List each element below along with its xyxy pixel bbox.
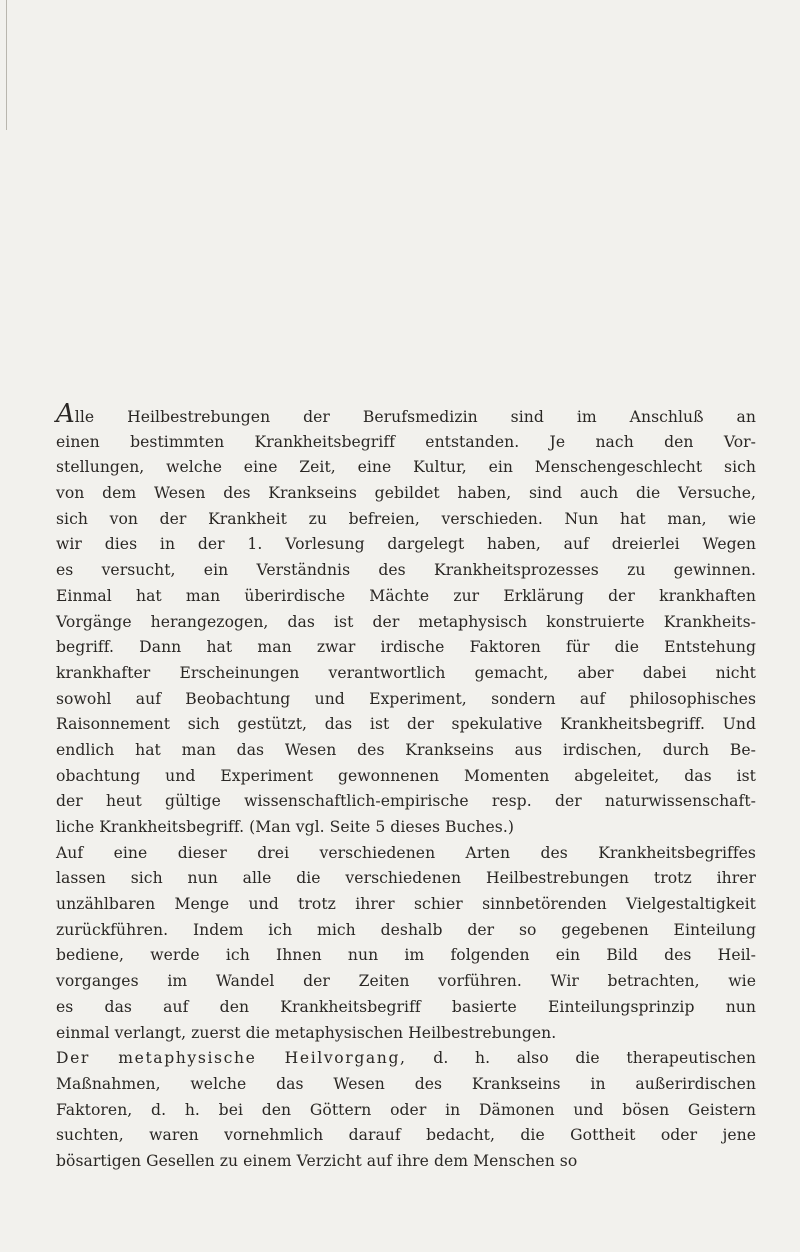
spaced-emphasis: Der metaphysische Heilvorgang,: [56, 1049, 407, 1068]
text-line: vorganges im Wandel der Zeiten vorführen. Wir betrachten, wie: [56, 972, 756, 991]
text-line: es das auf den Krankheitsbegriff basierte Einteilungsprinzip nun: [56, 997, 756, 1016]
text-line: der heut gültige wissenschaftlich-empirische resp. der naturwissenschaft-: [56, 792, 756, 811]
text-line: unzählbaren Menge und trotz ihrer schier sinnbetörenden Vielgestaltigkeit: [56, 895, 756, 914]
initial-letter: A: [56, 399, 75, 429]
text-line: bediene, werde ich Ihnen nun im folgenden ein Bild des Heil-: [56, 946, 756, 965]
text-line: Einmal hat man überirdische Mächte zur Erklärung der krankhaften: [56, 586, 756, 605]
text-line: lassen sich nun alle die verschiedenen Heilbestrebungen trotz ihrer: [56, 869, 756, 888]
text-line: Raisonnement sich gestützt, das ist der spekulative Krankheitsbegriff. Und: [56, 715, 756, 734]
text-line: endlich hat man das Wesen des Krankseins aus irdischen, durch Be-: [56, 740, 756, 759]
text-line: Faktoren, d. h. bei den Göttern oder in Dämonen und bösen Geistern: [56, 1100, 756, 1119]
text-line: Alle Heilbestrebungen der Berufsmedizin sind im Anschluß an: [56, 399, 756, 429]
text-line: es versucht, ein Verständnis des Krankheitsprozesses zu gewinnen.: [56, 561, 756, 580]
text-line: suchten, waren vornehmlich darauf bedacht, die Gottheit oder jene: [56, 1126, 756, 1145]
text-line: begriff. Dann hat man zwar irdische Faktoren für die Entstehung: [56, 638, 756, 657]
text-line: liche Krankheitsbegriff. (Man vgl. Seite 5 dieses Buches.): [56, 818, 514, 836]
text-line: von dem Wesen des Krankseins gebildet haben, sind auch die Versuche,: [56, 484, 756, 503]
text-line: krankhafter Erscheinungen verantwortlich gemacht, aber dabei nicht: [56, 663, 756, 682]
text-line: Vorgänge herangezogen, das ist der metaphysisch konstruierte Krankheits-: [56, 612, 756, 631]
paragraph-start-line: Der metaphysische Heilvorgang, d. h. also die therapeutischen: [56, 1049, 756, 1068]
paragraph-start-line: Auf eine dieser drei verschiedenen Arten des Krankheitsbegriffes: [56, 843, 756, 862]
text-line: zurückführen. Indem ich mich deshalb der so gegebenen Einteilung: [56, 920, 756, 939]
text-line: bösartigen Gesellen zu einem Verzicht auf ihre dem Menschen so: [56, 1151, 578, 1170]
text-line: sich von der Krankheit zu befreien, verschieden. Nun hat man, wie: [56, 509, 756, 528]
text-line: wir dies in der 1. Vorlesung dargelegt haben, auf dreierlei Wegen: [56, 535, 756, 554]
text-line: Maßnahmen, welche das Wesen des Krankseins in außerirdischen: [56, 1074, 756, 1093]
text-line: einmal verlangt, zuerst die metaphysischen Heilbestrebungen.: [56, 1023, 557, 1042]
text-line: sowohl auf Beobachtung und Experiment, sondern auf philosophisches: [56, 689, 756, 708]
text-line: stellungen, welche eine Zeit, eine Kultur, ein Menschengeschlecht sich: [56, 458, 756, 477]
text-line: einen bestimmten Krankheitsbegriff entstanden. Je nach den Vor-: [56, 432, 756, 451]
page-edge-line: [6, 0, 7, 130]
text-line: obachtung und Experiment gewonnenen Momenten abgeleitet, das ist: [56, 766, 756, 785]
body-text: [56, 399, 756, 1175]
